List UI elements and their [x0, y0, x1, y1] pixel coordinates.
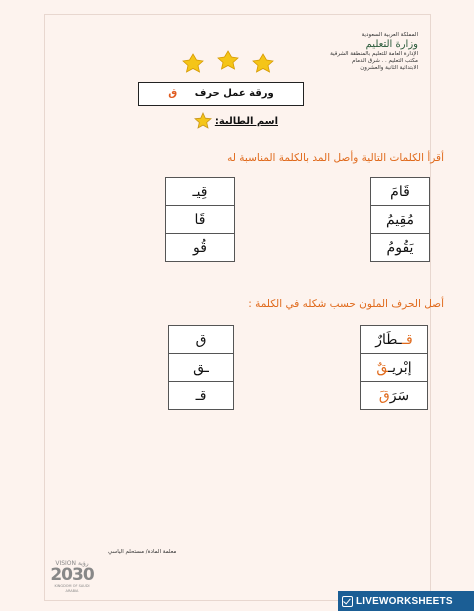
- stars-decoration: [176, 50, 280, 76]
- colored-letter: قـ: [401, 331, 413, 348]
- checkmark-icon: [342, 596, 353, 607]
- title-letter: ق: [168, 88, 178, 99]
- word-start: إبْريـ: [388, 359, 412, 376]
- syllable-cell[interactable]: قُو: [166, 234, 235, 262]
- word-cell[interactable]: يَقُومُ: [371, 234, 430, 262]
- star-icon: [183, 54, 203, 72]
- letter-form-cell[interactable]: قـ: [169, 382, 234, 410]
- header-line-1: الإدارة العامة للتعليم بالمنطقة الشرقية: [330, 51, 418, 57]
- vision-2030-logo: [50, 560, 94, 594]
- instruction-1: أقرأ الكلمات التالية وأصل المد بالكلمة المناسبة له: [227, 152, 444, 164]
- star-icon: [218, 51, 238, 69]
- ministry-header: [298, 32, 418, 72]
- star-icon: [253, 54, 273, 72]
- student-name-row: [194, 112, 278, 130]
- header-line-2: مكتب التعليم . . شرق الدمام: [352, 58, 418, 64]
- liveworksheets-banner[interactable]: [338, 591, 474, 611]
- colored-letter: قَ: [378, 387, 390, 404]
- word-cell[interactable]: [361, 354, 428, 382]
- title-text: ورقة عمل حرف: [194, 88, 274, 99]
- letter-form-column: [168, 325, 234, 410]
- word-rest: ـطَارٌ: [375, 331, 402, 348]
- ministry-logo: وزارة التعليم: [365, 39, 418, 50]
- word-cell[interactable]: قَامَ: [371, 178, 430, 206]
- vision-top: VISION رؤية: [55, 560, 89, 567]
- word-column-1: [370, 177, 430, 262]
- header-line-3: الابتدائية الثانية والعشرون: [360, 65, 418, 71]
- letter-form-cell[interactable]: ـق: [169, 354, 234, 382]
- word-cell[interactable]: [361, 382, 428, 410]
- word-cell[interactable]: [361, 326, 428, 354]
- word-column-2: [360, 325, 428, 410]
- star-icon: [194, 112, 212, 130]
- worksheet-title: [138, 82, 304, 106]
- word-start: سَرَ: [389, 387, 410, 404]
- brand-name: LIVEWORKSHEETS: [356, 595, 453, 607]
- teacher-name: معلمة المادة/ مستحلم الياسي: [108, 549, 177, 555]
- vision-sub: KINGDOM OF SAUDI ARABIA: [54, 584, 90, 593]
- syllable-cell[interactable]: قَا: [166, 206, 235, 234]
- syllable-column-1: [165, 177, 235, 262]
- vision-year: 2030: [50, 565, 94, 585]
- kingdom-text: المملكة العربية السعودية: [361, 32, 418, 38]
- word-cell[interactable]: مُقِيمُ: [371, 206, 430, 234]
- letter-form-cell[interactable]: ق: [169, 326, 234, 354]
- colored-letter: قٌ: [376, 359, 389, 376]
- instruction-2: أصل الحرف الملون حسب شكله في الكلمة :: [248, 298, 444, 310]
- student-name-label: اسم الطالبة:: [214, 115, 278, 127]
- syllable-cell[interactable]: قِيـ: [166, 178, 235, 206]
